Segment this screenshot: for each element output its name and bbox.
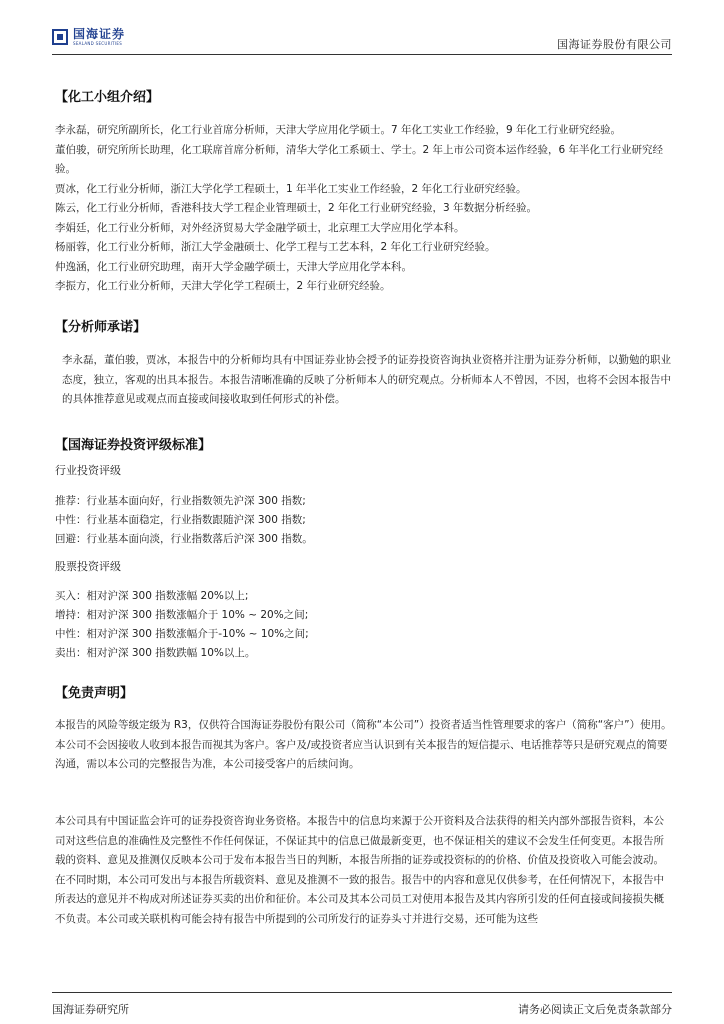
disclaimer-paragraph-1: 本报告的风险等级定级为 R3，仅供符合国海证券股份有限公司（简称“本公司”）投资者适当性管理要求的客户（简称“客户”）使用。本公司不会因接收人收到本报告而视其为客户。客户及/或投资者应当认识到有关本报告的短信提示、电话推荐等只是研究观点的简要沟通，需以本公司的完整报告为准，本公司接受客户的后续问询。 xyxy=(55,719,672,770)
section-title-team: 【化工小组介绍】 xyxy=(55,90,160,105)
industry-rating-neutral: 中性：行业基本面稳定，行业指数跟随沪深 300 指数; xyxy=(55,514,306,526)
page-header xyxy=(52,28,672,55)
stock-rating-overweight: 增持：相对沪深 300 指数涨幅介于 10% ~ 20%之间; xyxy=(55,609,309,621)
industry-rating-title: 行业投资评级 xyxy=(55,464,121,477)
stock-rating-buy: 买入：相对沪深 300 指数涨幅 20%以上; xyxy=(55,590,249,602)
team-member-2: 董伯骏，研究所所长助理，化工联席首席分析师，清华大学化工系硕士、学士。2 年上市公司资本运作经验，6 年半化工行业研究经验。 xyxy=(55,143,664,175)
stock-rating-sell: 卖出：相对沪深 300 指数跌幅 10%以上。 xyxy=(55,647,256,659)
footer-institute: 国海证券研究所 xyxy=(52,1003,129,1016)
industry-rating-recommend: 推荐：行业基本面向好，行业指数领先沪深 300 指数; xyxy=(55,495,306,507)
team-member-8: 李振方，化工行业分析师，天津大学化学工程硕士，2 年行业研究经验。 xyxy=(55,280,391,292)
team-member-7: 仲逸涵，化工行业研究助理，南开大学金融学硕士，天津大学应用化学本科。 xyxy=(55,260,412,273)
section-title-disclaimer: 【免责声明】 xyxy=(55,686,134,701)
team-member-6: 杨丽蓉，化工行业分析师，浙江大学金融硕士、化学工程与工艺本科，2 年化工行业研究经验。 xyxy=(55,241,496,253)
header-company-name: 国海证券股份有限公司 xyxy=(557,38,672,51)
disclaimer-paragraph-2: 本公司具有中国证监会许可的证券投资咨询业务资格。本报告中的信息均来源于公开资料及合法获得的相关内部外部报告资料，本公司对这些信息的准确性及完整性不作任何保证，不保证其中的信息已做最新变更，也不保证相关的建议不会发生任何变更。本报告所载的资料、意见及推测仅反映本公司于发布本报告当日的判断，本报告所指的证券或投资标的的价格、价值及投资收入可能会波动。在不同时期，本公司可发出与本报告所载资料、意见及推测不一致的报告。报告中的内容和意见仅供参考，在任何情况下，本报告中所表达的意见并不构成对所述证券买卖的出价和征价。本公司及其本公司员工对使用本报告及其内容所引发的任何直接或间接损失概不负责。本公司或关联机构可能会持有报告中所提到的公司所发行的证券头寸并进行交易，还可能为这些 xyxy=(55,815,664,925)
section-title-commitment: 【分析师承诺】 xyxy=(55,320,147,335)
industry-rating-avoid: 回避：行业基本面向淡，行业指数落后沪深 300 指数。 xyxy=(55,533,313,545)
team-member-5: 李娟廷，化工行业分析师，对外经济贸易大学金融学硕士，北京理工大学应用化学本科。 xyxy=(55,221,465,234)
company-logo xyxy=(52,28,125,46)
logo-text-cn: 国海证券 xyxy=(73,27,126,41)
stock-rating-neutral: 中性：相对沪深 300 指数涨幅介于-10% ~ 10%之间; xyxy=(55,628,309,640)
team-member-4: 陈云，化工行业分析师，香港科技大学工程企业管理硕士，2 年化工行业研究经验，3 年数据分析经验。 xyxy=(55,202,538,214)
commitment-text: 李永磊，董伯骏，贾冰，本报告中的分析师均具有中国证券业协会授予的证券投资咨询执业资格并注册为证券分析师，以勤勉的职业态度，独立，客观的出具本报告。本报告清晰准确的反映了分析师本人的研究观点。分析师本人不曾因，不因，也将不会因本报告中的具体推荐意见或观点而直接或间接收取到任何形式的补偿。 xyxy=(62,354,671,405)
team-member-1: 李永磊，研究所副所长，化工行业首席分析师，天津大学应用化学硕士。7 年化工实业工作经验，9 年化工行业研究经验。 xyxy=(55,124,622,136)
footer-disclaimer-note: 请务必阅读正文后免责条款部分 xyxy=(518,1003,672,1016)
stock-rating-title: 股票投资评级 xyxy=(55,560,121,573)
section-title-rating: 【国海证券投资评级标准】 xyxy=(55,438,212,453)
team-members xyxy=(55,121,672,297)
team-member-3: 贾冰，化工行业分析师，浙江大学化学工程硕士，1 年半化工实业工作经验，2 年化工行业研究经验。 xyxy=(55,182,527,195)
logo-text-en: SEALAND SECURITIES xyxy=(73,41,123,46)
page-footer xyxy=(52,992,672,1017)
logo-icon xyxy=(52,29,68,45)
